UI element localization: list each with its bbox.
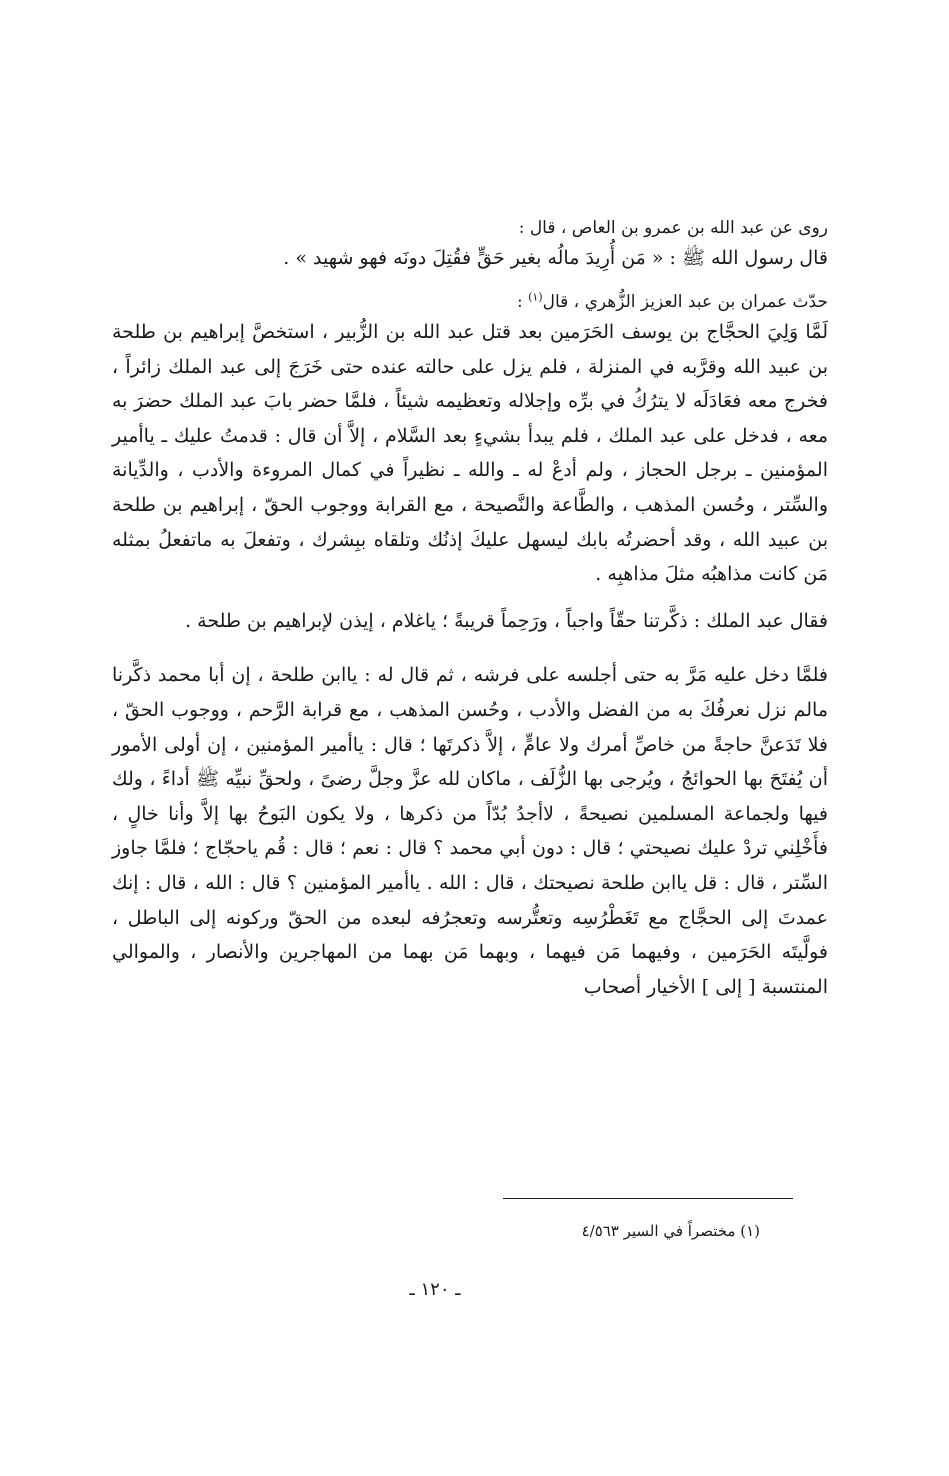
page-body <box>112 215 828 1004</box>
narration-line-2-text: حدّث عمران بن عبد العزيز الزُّهري ، قال <box>542 292 828 312</box>
footnote-divider <box>503 1198 793 1199</box>
paragraph-3: فلمَّا دخل عليه مَرَّ به حتى أجلسه على فرشه ، ثم قال له : ياابن طلحة ، إن أبا محمد ذكَّرنا مالم نزل نعرفُكَ به من الفضل والأدب ، وحُسن المذهب ، مع قرابة الرَّحم ، ووجوب الحقّ ، فلا تَدَعنَّ حاجةً من خاصِّ أمرك ولا عامٍّ ، إلاَّ ذكرتَها ؛ قال : ياأمير المؤمنين ، إن أولى الأمور أن يُفتَحَ بها الحوائجُ ، ويُرجى بها الزُّلَف ، ماكان لله عزَّ وجلَّ رضىً ، ولحقِّ نبيِّه ﷺ أداءً ، ولك فيها ولجماعة المسلمين نصيحةً ، لاأجدُ بُدّاً من ذكرها ، ولا يكون البَوحُ بها إلاَّ وأنا خالٍ ، فأَخْلِني تردْ عليك نصيحتي ؛ قال : دون أبي محمد ؟ قال : نعم ؛ قال : قُم ياحجّاج ؛ فلمَّا جاوز السِّتر ، قال : قل ياابن طلحة نصيحتك ، قال : الله . ياأمير المؤمنين ؟ قال : الله ، قال : إنك عمدتَ إلى الحجَّاج مع تَغَطْرُسِه وتعتُّرسه وتعجرُفه لبعده من الحقّ وركونه إلى الباطل ، فولَّيتَه الحَرَمين ، وفيهما مَن فيهما ، وبهما مَن بهما من المهاجرين والأنصار ، والموالي المنتسبة [ إلى ] الأخيار أصحاب <box>112 664 828 998</box>
page-number: ـ ١٢٠ ـ <box>409 1279 461 1300</box>
hadith-line: قال رسول الله ﷺ : « مَن أُرِيدَ مالُه بغير حَقٍّ فقُتِلَ دونَه فهو شهيد » . <box>283 247 828 269</box>
paragraph-2: فقال عبد الملك : ذكَّرتنا حقّاً واجباً ، ورَحِماً قريبةً ؛ ياغلام ، إيذن لإبراهيم بن طلحة . <box>185 609 828 632</box>
paragraph-1: لَمَّا وَلِيَ الحجَّاج بن يوسف الحَرَمين بعد قتل عبد الله بن الزُّبير ، استخصَّ إبراهيم بن طلحة بن عبيد الله وقرَّبه في المنزلة ، فلم يزل على حالته عنده حتى خَرَجَ إلى عبد الملك زائراً ، فخرج معه فعَادَلَه لا يترُكُ في برِّه وإجلاله وتعظيمه شيئاً ، فلمَّا حضر بابَ عبد الملك حضرَ به معه ، فدخل على عبد الملك ، فلم يبدأ بشيءٍ بعد السَّلام ، إلاَّ أن قال : قدمتُ عليك ـ ياأمير المؤمنين ـ برجل الحجاز ، ولم أدعْ له ـ والله ـ نظيراً في كمال المروءة والأدب ، والدِّيانة والسِّتر ، وحُسن المذهب ، والطَّاعة والنَّصيحة ، مع القرابة ووجوب الحقّ ، إبراهيم بن طلحة بن عبيد الله ، وقد أحضرتُه بابك ليسهل عليكَ إذنُك وتلقاه ببِشرك ، وتفعلَ به ماتفعلُ بمثله مَن كانت مذاهبُه مثلَ مذاهبِه . <box>112 321 828 586</box>
narration-line-2 <box>112 289 828 315</box>
narration-line-2-colon: : <box>516 292 529 312</box>
footnote: (١) مختصراً في السير ٤/٥٦٣ <box>581 1222 760 1240</box>
footnote-reference: (١) <box>528 290 543 304</box>
narration-line-1: روى عن عبد الله بن عمرو بن العاص ، قال : <box>518 218 828 238</box>
